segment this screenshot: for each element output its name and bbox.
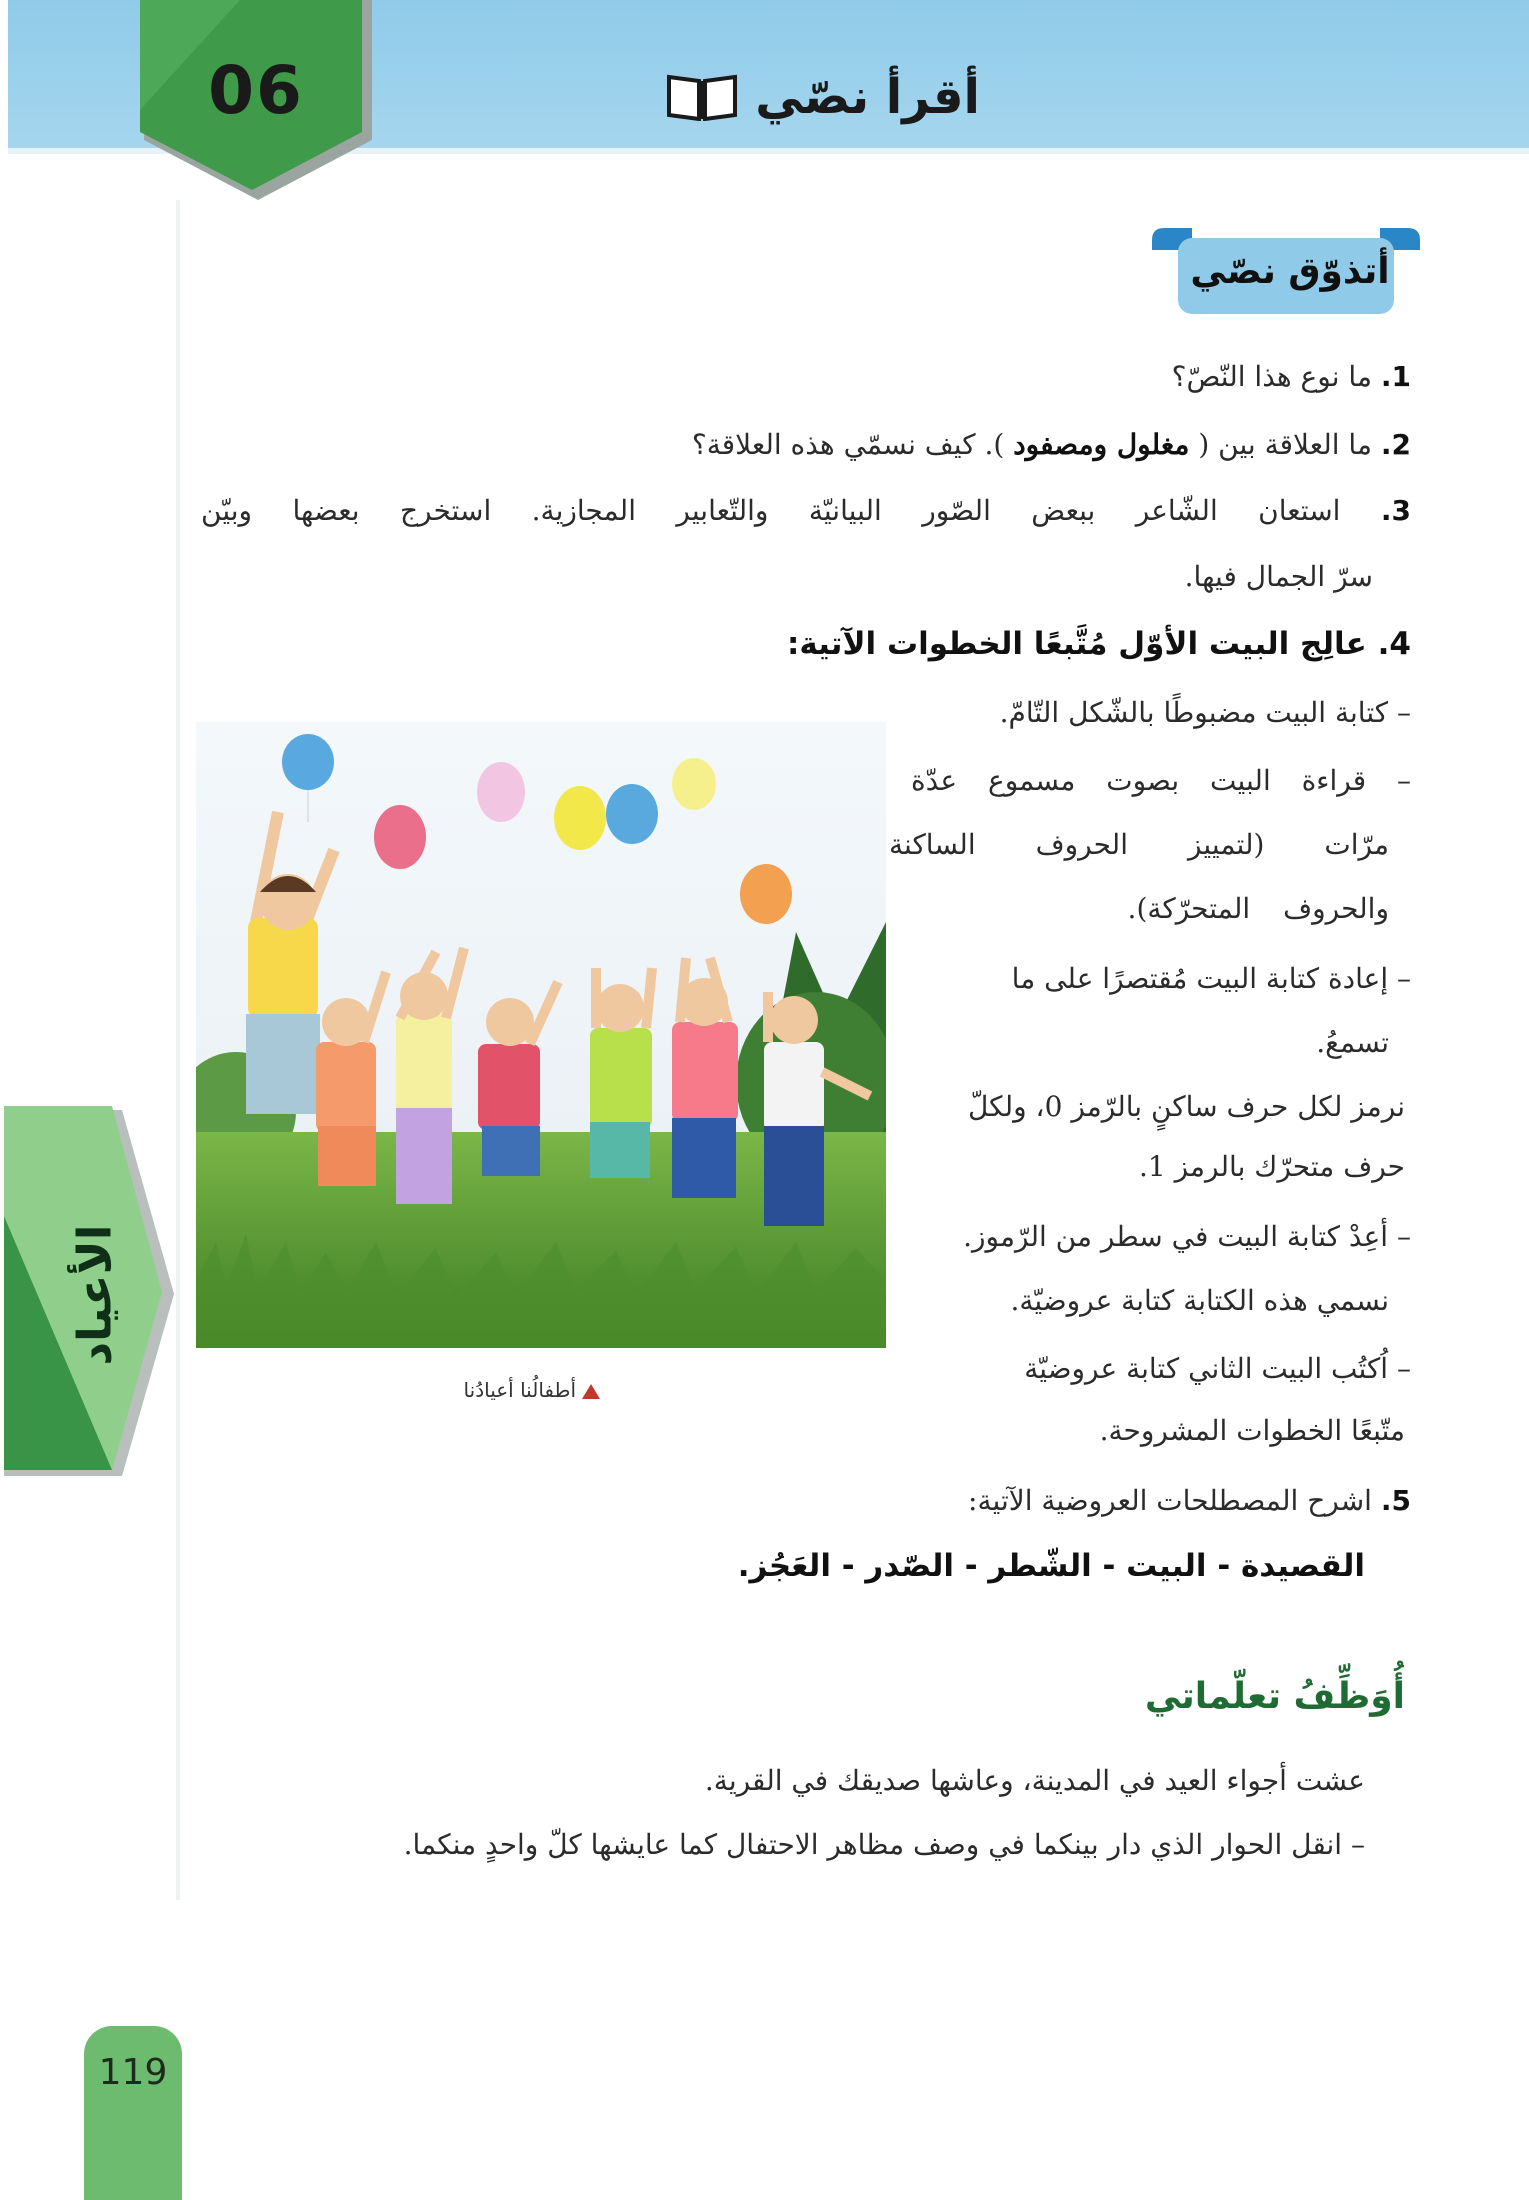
step-line: تسمعُ. xyxy=(1316,1026,1389,1059)
header-title-group xyxy=(640,52,980,142)
apply-line: – انقل الحوار الذي دار بينكما في وصف مظاهر الاحتفال كما عايشها كلّ واحدٍ منكما. xyxy=(403,1828,1365,1861)
page-spine xyxy=(176,200,180,1900)
section-title-apply: أُوَظِّفُ تعلّماتي xyxy=(1144,1676,1405,1717)
balloon xyxy=(477,762,525,822)
step-line: حرف متحرّك بالرمز 1. xyxy=(1138,1150,1405,1183)
header-title: أقرأ نصّي xyxy=(755,69,980,125)
terms-list: القصيدة - البيت - الشّطر - الصّدر - العَجُز. xyxy=(737,1548,1365,1584)
children-balloons-photo xyxy=(196,722,886,1348)
section-tag-title: أتذوّق نصّي xyxy=(1190,250,1390,292)
question-3: 3. استعان الشّاعر ببعض الصّور البيانيّة والتّعابير المجازية. استخرج بعضها وبيّن xyxy=(201,494,1411,527)
step-line: – إعادة كتابة البيت مُقتصرًا على ما xyxy=(1011,962,1411,995)
question-5: 5. اشرح المصطلحات العروضية الآتية: xyxy=(968,1484,1411,1517)
apply-line: عشت أجواء العيد في المدينة، وعاشها صديقك في القرية. xyxy=(704,1764,1365,1797)
step-line: – أعِدْ كتابة البيت في سطر من الرّموز. xyxy=(963,1220,1411,1253)
question-1: 1. ما نوع هذا النّصّ؟ xyxy=(1171,360,1411,393)
step-line: متّبعًا الخطوات المشروحة. xyxy=(1099,1414,1405,1447)
unit-number: 06 xyxy=(208,52,304,129)
balloon xyxy=(672,758,716,810)
step-line: نسمي هذه الكتابة كتابة عروضيّة. xyxy=(1010,1284,1389,1317)
side-tab-label: الأعياد xyxy=(67,1224,122,1366)
photo-caption: أطفالُنا أعيادُنا xyxy=(420,1378,600,1402)
page-number: 119 xyxy=(98,2052,168,2093)
step-line: – قراءة البيت بصوت مسموع عدّة xyxy=(911,764,1411,797)
balloon xyxy=(606,784,658,844)
step-line: نرمز لكل حرف ساكنٍ بالرّمز 0، ولكلّ xyxy=(967,1090,1405,1123)
step-line: والحروف المتحرّكة). xyxy=(1127,892,1389,925)
step-line: مرّات (لتمييز الحروف الساكنة xyxy=(889,828,1389,861)
balloon xyxy=(554,786,606,850)
balloon xyxy=(374,805,426,869)
step-line: – اُكتُب البيت الثاني كتابة عروضيّة xyxy=(1024,1352,1411,1385)
question-2: 2. ما العلاقة بين ( مغلول ومصفود ). كيف نسمّي هذه العلاقة؟ xyxy=(691,428,1411,461)
balloon xyxy=(740,864,792,924)
open-book-icon xyxy=(665,73,739,121)
question-3-continuation: سرّ الجمال فيها. xyxy=(1184,560,1373,593)
question-4: 4. عالِج البيت الأوّل مُتَّبعًا الخطوات الآتية: xyxy=(786,626,1411,662)
step-line: – كتابة البيت مضبوطًا بالشّكل التّامّ. xyxy=(999,696,1411,729)
triangle-marker-icon xyxy=(582,1384,600,1399)
